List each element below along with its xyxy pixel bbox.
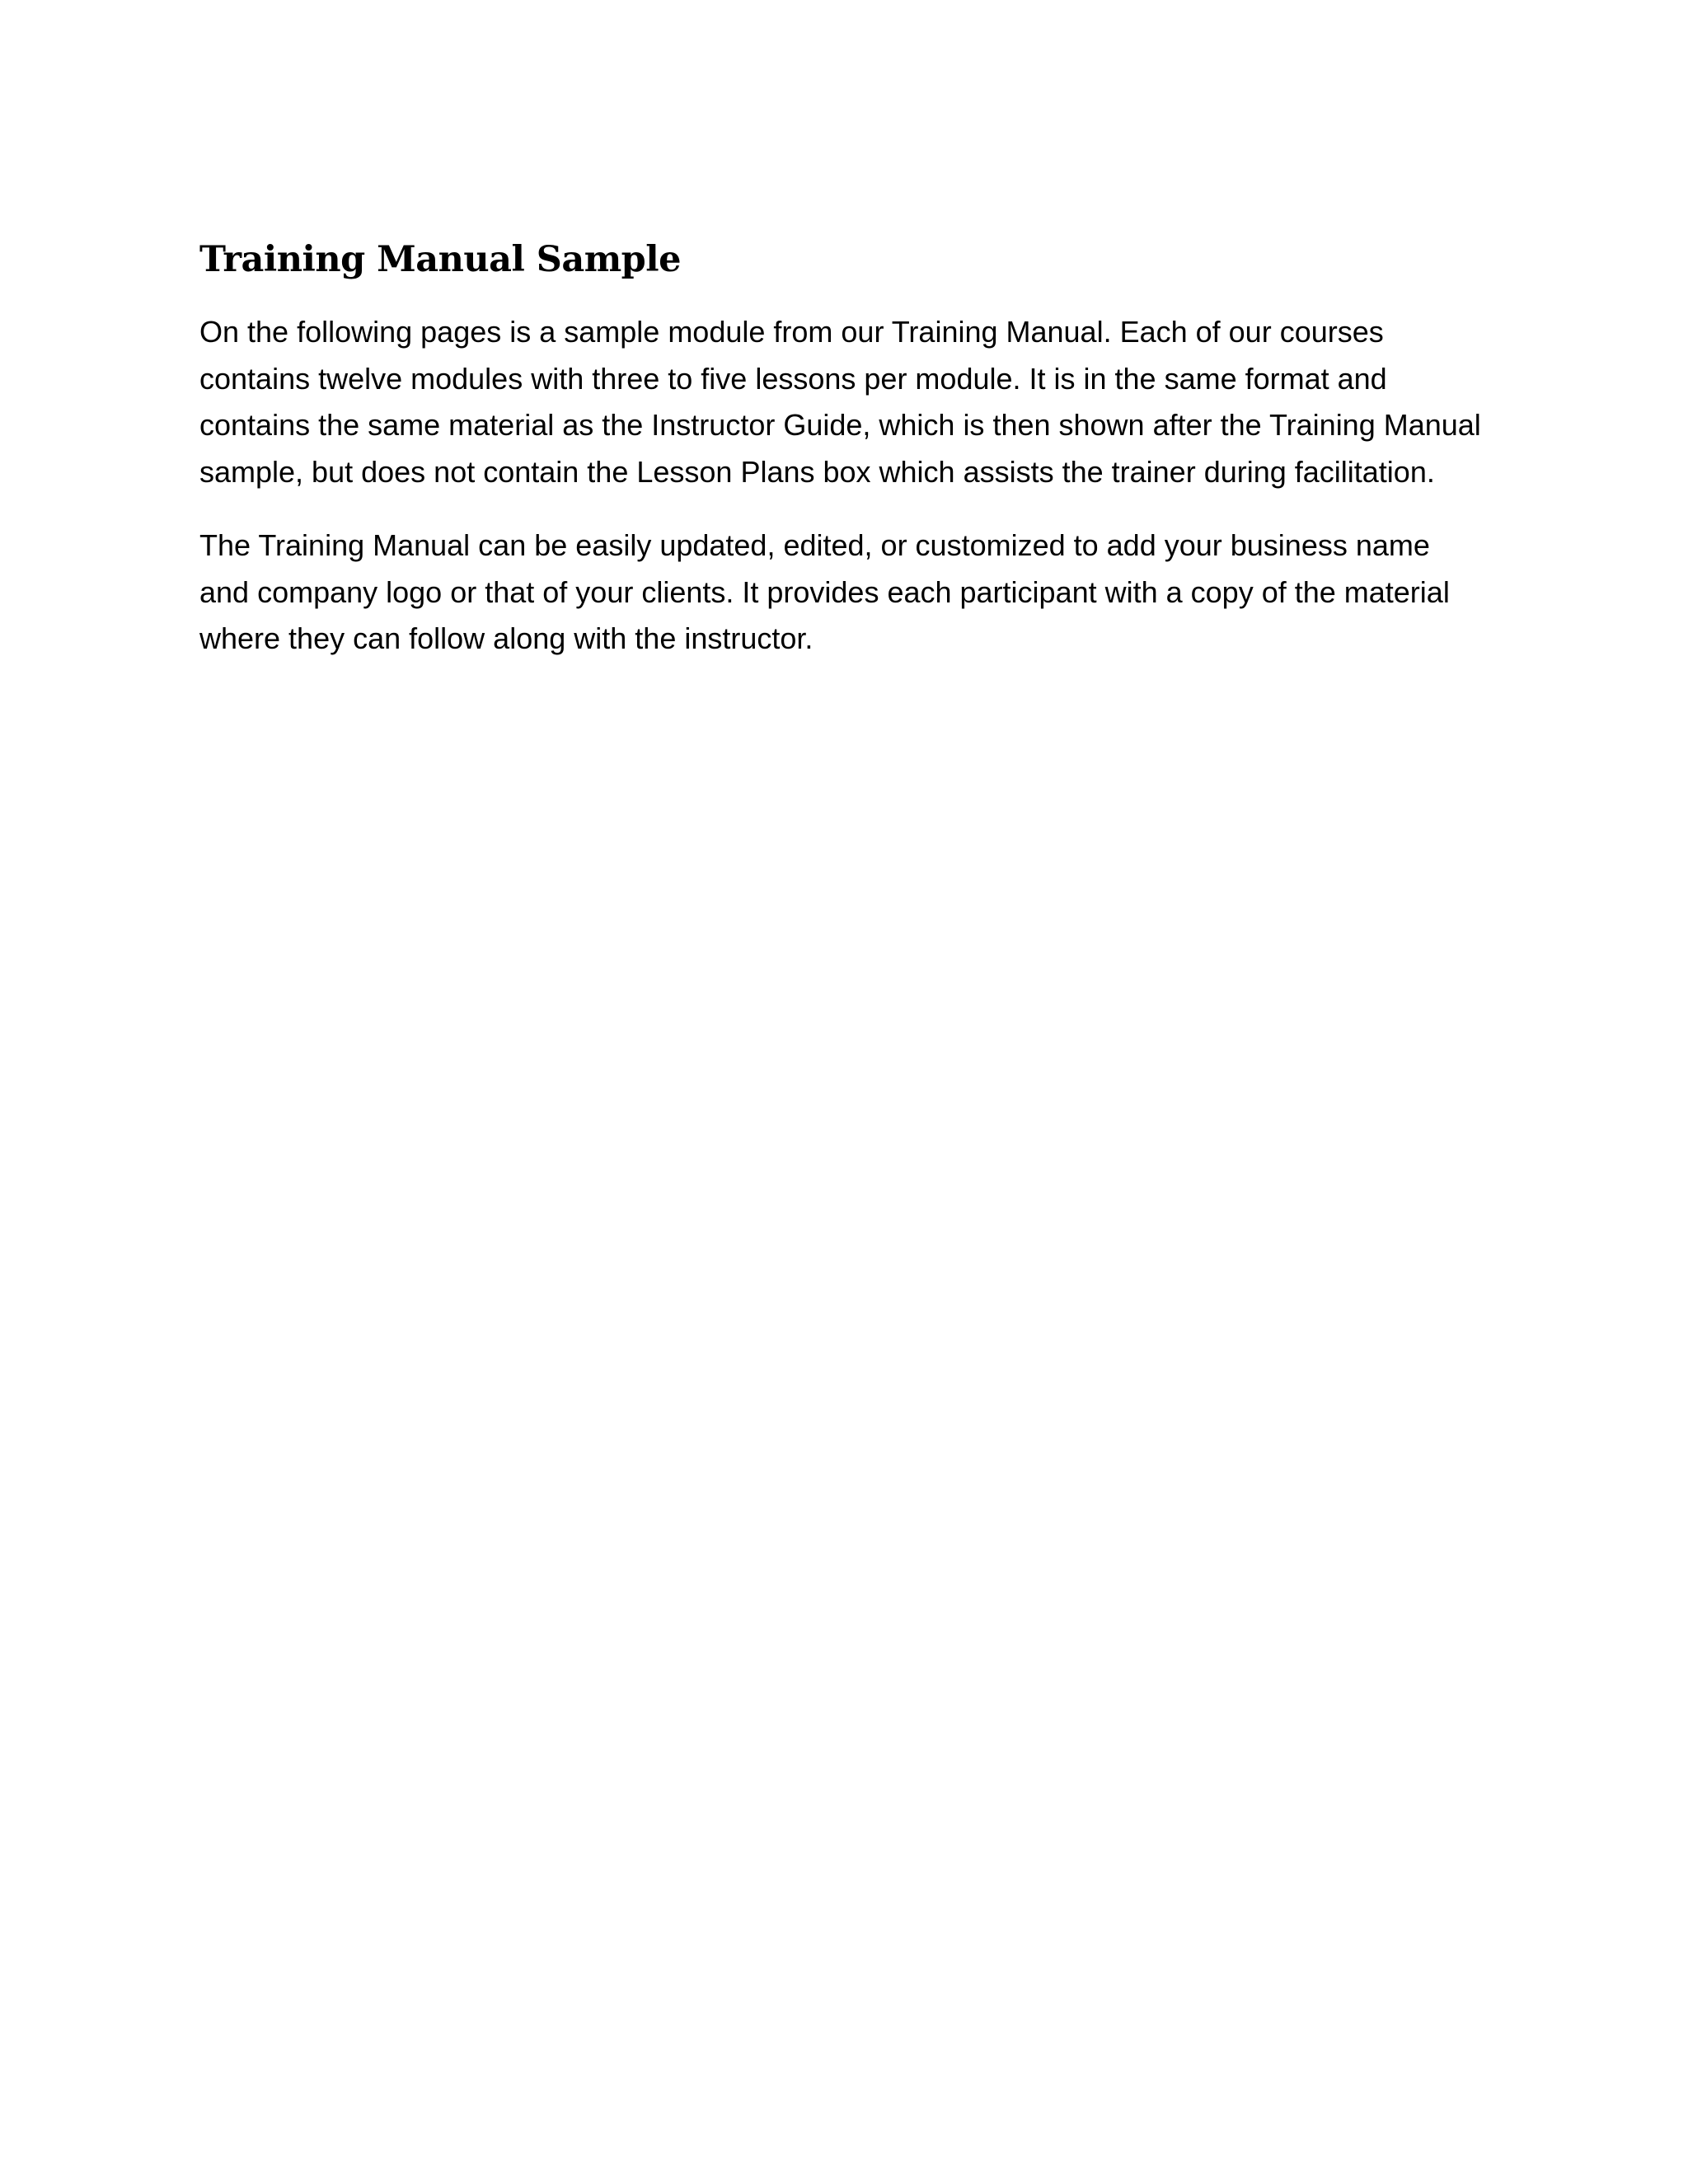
paragraph-customization: The Training Manual can be easily updated, edited, or customized to add your business name and company logo or that of your clients. It provides each participant with a copy of the material where they can follow along with the instructor.: [199, 528, 1450, 655]
document-content: [199, 235, 1485, 690]
document-title: Training Manual Sample: [199, 239, 681, 280]
paragraph-intro: On the following pages is a sample module from our Training Manual. Each of our courses contains twelve modules with three to five lessons per module. It is in the same format and contains the same material as the Instructor Guide, which is then shown after the Training Manual sample, but does not contain the Lesson Plans box which assists the trainer during facilitation.: [199, 315, 1481, 489]
